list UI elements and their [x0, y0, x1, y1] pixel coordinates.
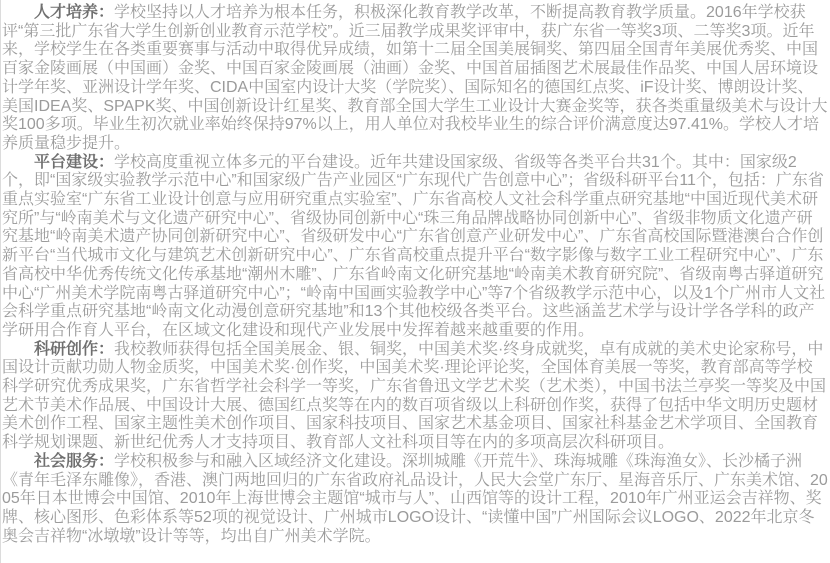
paragraph-text-social-service: 学校积极参与和融入区域经济文化建设。深圳城雕《开荒牛》、珠海城雕《珠海渔女》、长沙橘子洲《青年毛泽东雕像》，香港、澳门两地回归的广东省政府礼品设计，人民大会堂广东厅、星海音乐厅、广东美术馆、2005年日本世博会中国馆、2010年上海世博会主题馆“城市与人”、山西馆等的设计工程，2010年广州亚运会吉祥物、奖牌、核心图形、色彩体系等52项的视觉设计、广州城市LOGO设计、“读懂中国”广州国际会议LOGO、2022年北京冬奥会吉祥物“冰墩墩”设计等等，均出自广州美术学院。	[2, 452, 828, 545]
paragraph-talent-cultivation	[2, 4, 828, 154]
paragraph-research-creation	[2, 341, 828, 453]
paragraph-heading-research-creation: 科研创作：	[34, 340, 115, 358]
paragraph-text-talent-cultivation: 学校坚持以人才培养为根本任务，积极深化教育教学改革，不断提高教育教学质量。2016年学校获评“第三批广东省大学生创新创业教育示范学校”。近三届教学成果奖评审中，获广东省一等奖3项、二等奖3项。近年来，学校学生在各类重要赛事与活动中取得优异成绩，如第十二届全国美展铜奖、第四届全国青年美展优秀奖、中国百家金陵画展（中国画）金奖、中国百家金陵画展（油画）金奖、中国首届插图艺术展最佳作品奖、中国人居环境设计学年奖、亚洲设计学年奖、CIDA中国室内设计大奖（学院奖）、国际知名的德国红点奖、iF设计奖、博朗设计奖、美国IDEA奖、SPAPK奖、中国创新设计红星奖、教育部全国大学生工业设计大赛金奖等，获各类重量级美术与设计大奖100多项。毕业生初次就业率始终保持97%以上，用人单位对我校毕业生的综合评价满意度达97.41%。学校人才培养质量稳步提升。	[2, 4, 828, 152]
paragraph-text-platform-construction: 学校高度重视立体多元的平台建设。近年共建设国家级、省级等各类平台共31个。其中：国家级2个，即“国家级实验教学示范中心”和国家级广告产业园区“广东现代广告创意中心”；省级科研平台11个，包括：广东省重点实验室“广东省工业设计创意与应用研究重点实验室”、广东省高校人文社会科学重点研究基地“中国近现代美术研究所”与“岭南美术与文化遗产研究中心”、省级协同创新中心“珠三角品牌战略协同创新中心”、省级非物质文化遗产研究基地“岭南美术遗产协同创新研究中心”、省级研发中心“广东省创意产业研发中心”、广东省高校国际暨港澳台合作创新平台“当代城市文化与建筑艺术创新研究中心”、广东省高校重点提升平台“数字影像与数字工业工程研究中心”、广东省高校中华优秀传统文化传承基地“潮州木雕”、广东省岭南文化研究基地“岭南美术教育研究院”、省级南粤古驿道研究中心“广州美术学院南粤古驿道研究中心”；“岭南中国画实验教学中心”等7个省级教学示范中心，以及1个广州市人文社会科学重点研究基地“岭南文化动漫创意研究基地”和13个其他校级各类平台。这些涵盖艺术学与设计学各学科的政产学研用合作育人平台，在区域文化建设和现代产业发展中发挥着越来越重要的作用。	[2, 153, 826, 339]
paragraph-social-service	[2, 453, 828, 547]
paragraph-heading-social-service: 社会服务：	[34, 452, 115, 470]
paragraph-heading-talent-cultivation: 人才培养：	[34, 4, 115, 21]
paragraph-heading-platform-construction: 平台建设：	[34, 153, 115, 171]
paragraph-platform-construction	[2, 154, 828, 341]
paragraph-text-research-creation: 我校教师获得包括全国美展金、银、铜奖，中国美术奖·终身成就奖，卓有成就的美术史论家称号，中国设计贡献功勋人物金质奖，中国美术奖·创作奖，中国美术奖·理论评论奖，全国体育美展一等奖，教育部高等学校科学研究优秀成果奖，广东省哲学社会科学一等奖，广东省鲁迅文学艺术奖（艺术类），中国书法兰亭奖一等奖及中国艺术节美术作品展、中国设计大展、德国红点奖等在内的数百项省级以上科研创作奖，获得了包括中华文明历史题材美术创作工程、国家主题性美术创作项目、国家科技项目、国家艺术基金项目、国家社科基金艺术学项目、全国教育科学规划课题、新世纪优秀人才支持项目、教育部人文社科项目等在内的多项高层次科研项目。	[2, 340, 827, 452]
